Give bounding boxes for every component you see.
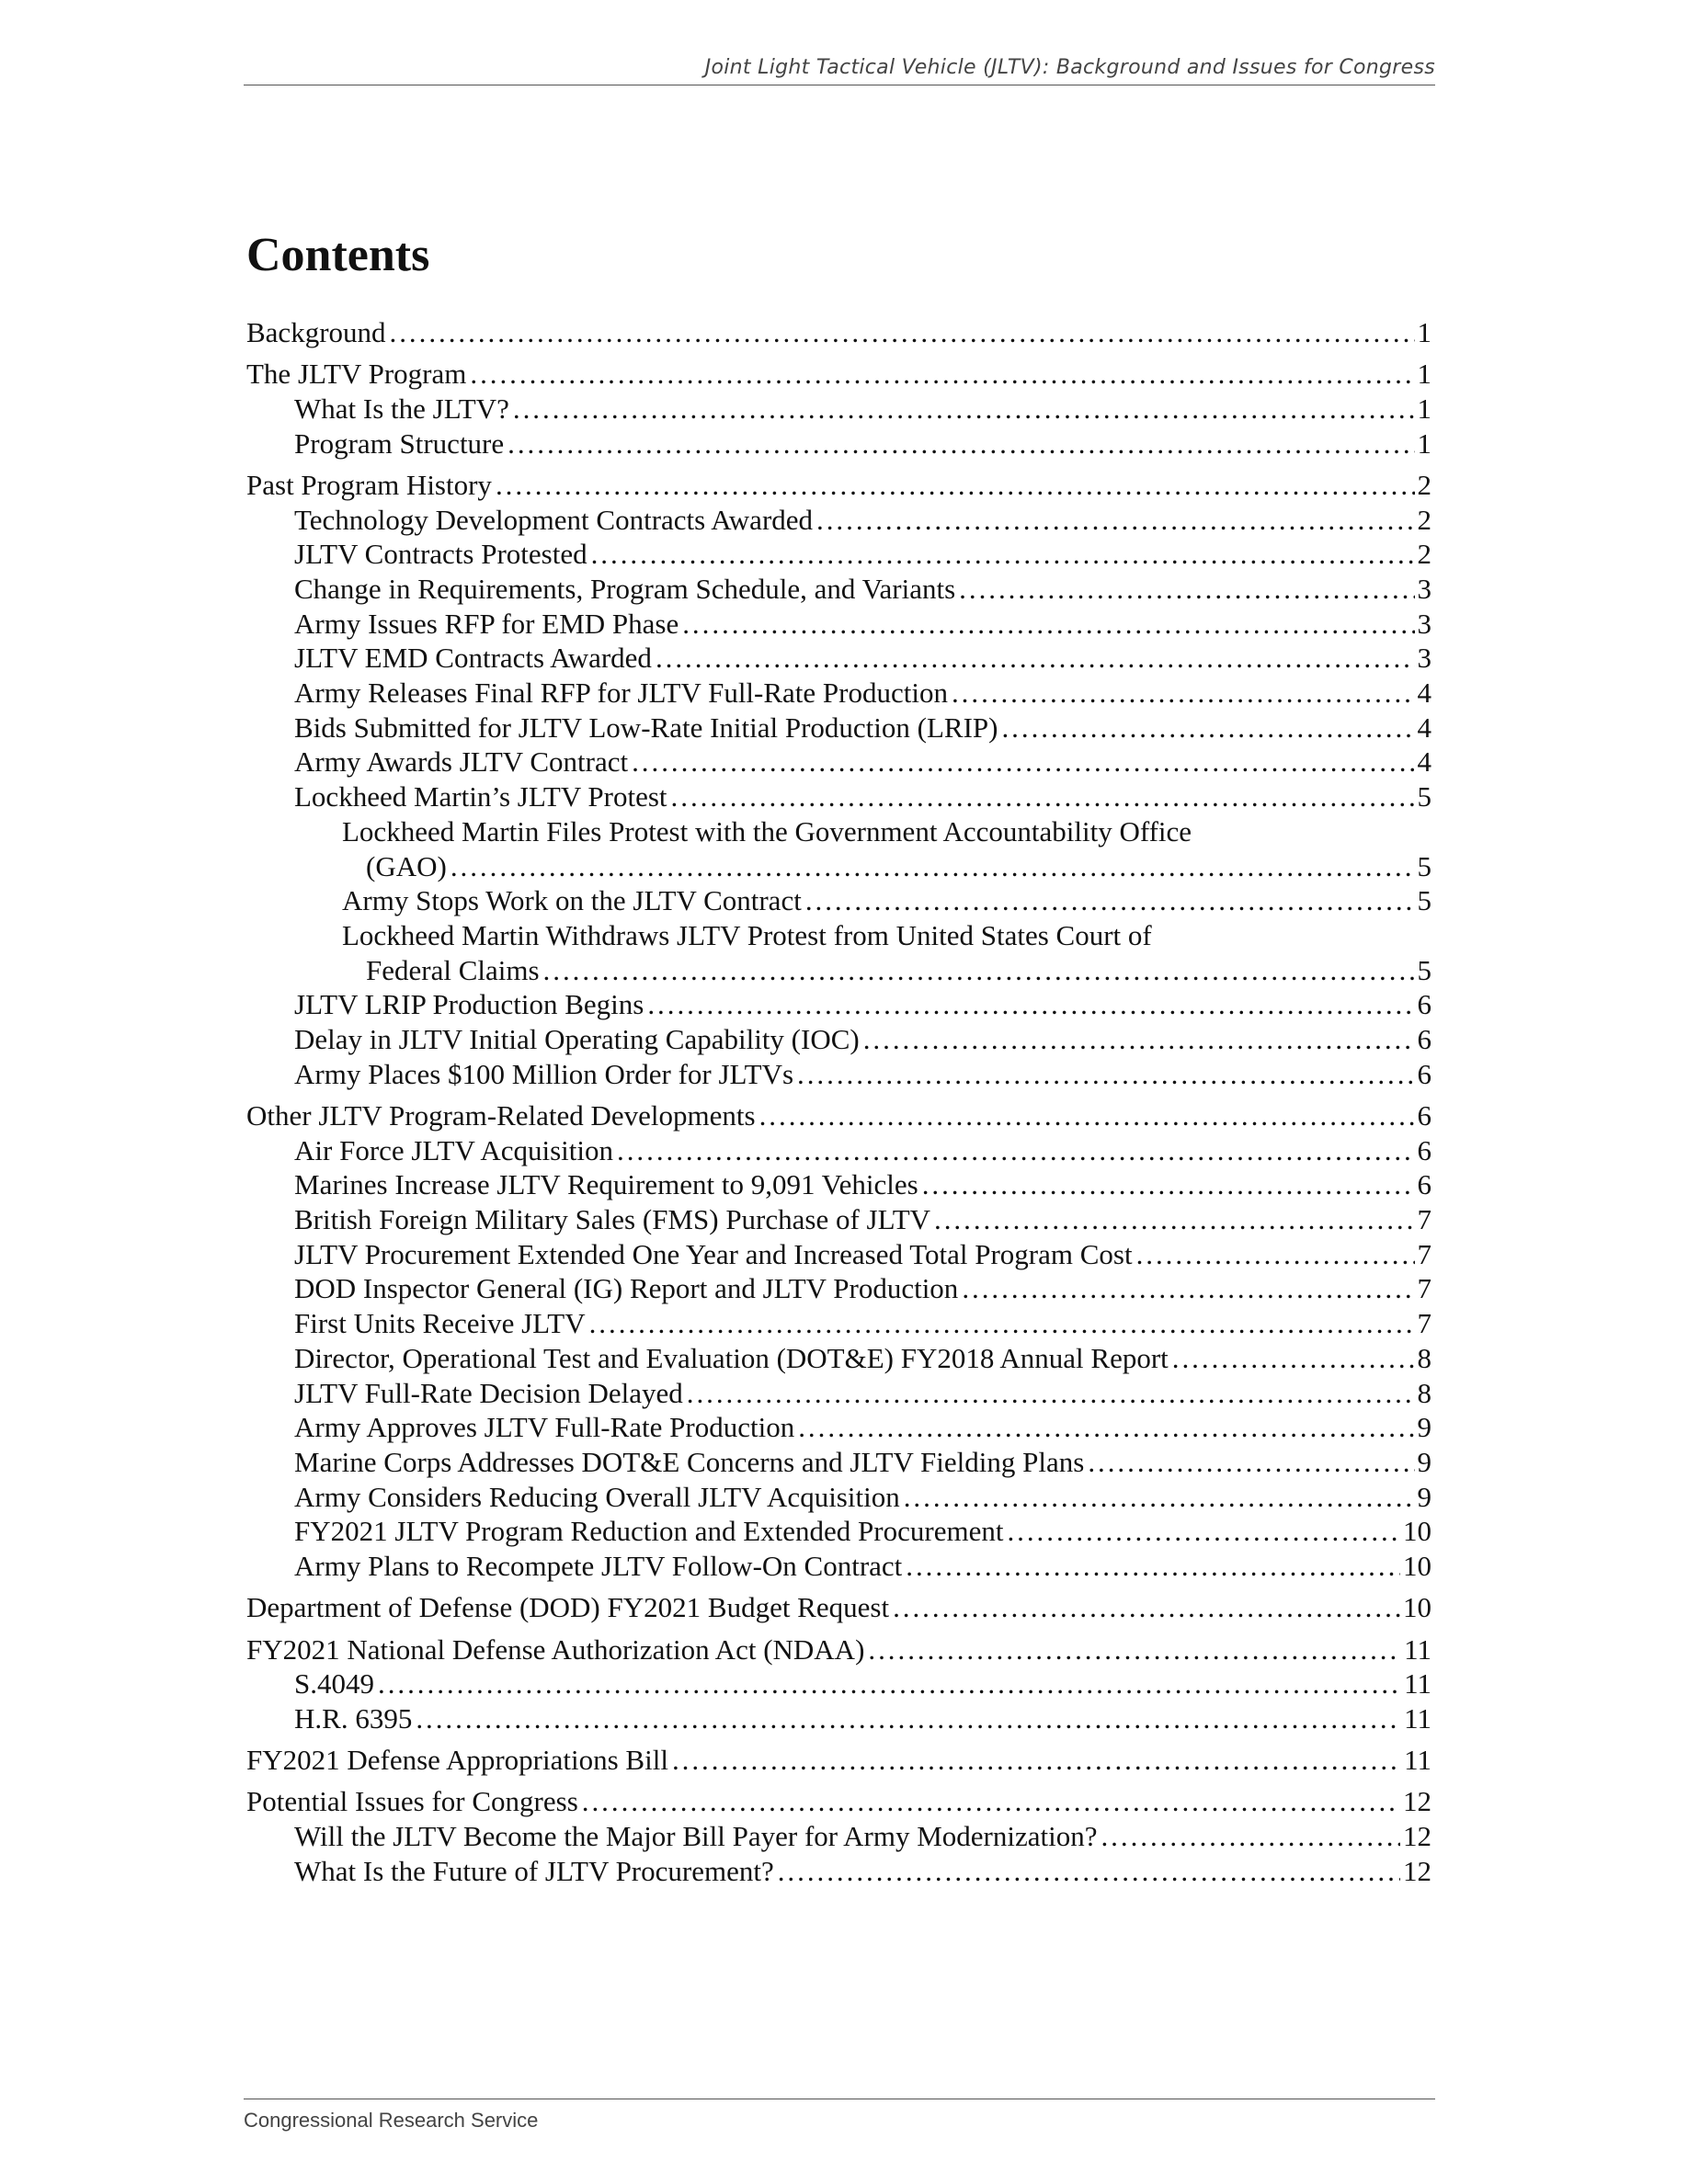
toc-entry[interactable]	[246, 1133, 1431, 1168]
toc-entry[interactable]	[246, 1237, 1431, 1272]
toc-page-number: 9	[1417, 1411, 1431, 1444]
toc-entry-title: FY2021 JLTV Program Reduction and Extended Procurement	[294, 1515, 1004, 1548]
toc-entry[interactable]	[246, 1701, 1431, 1736]
toc-page-number: 6	[1417, 1168, 1431, 1201]
toc-entry-title: Bids Submitted for JLTV Low-Rate Initial Production (LRIP)	[294, 711, 998, 744]
toc-entry[interactable]	[246, 1376, 1431, 1411]
toc-entry-title: Director, Operational Test and Evaluation (DOT&E) FY2018 Annual Report	[294, 1341, 1169, 1374]
toc-entry-title: What Is the JLTV?	[294, 392, 509, 425]
toc-entry-title: FY2021 National Defense Authorization Act (NDAA)	[246, 1632, 865, 1666]
page-title: Contents	[246, 229, 430, 281]
toc-page-number: 1	[1417, 358, 1431, 391]
toc-page-number: 7	[1417, 1203, 1431, 1236]
toc-page-number: 5	[1417, 849, 1431, 882]
toc-entry[interactable]	[246, 883, 1431, 918]
toc-page-number: 8	[1417, 1341, 1431, 1374]
toc-page-number: 12	[1403, 1785, 1431, 1818]
toc-entry-title: Delay in JLTV Initial Operating Capability (IOC)	[294, 1023, 860, 1056]
toc-entry[interactable]	[246, 1271, 1431, 1306]
toc-entry-title: Army Stops Work on the JLTV Contract	[342, 884, 802, 917]
dot-leader	[656, 641, 1415, 676]
toc-entry[interactable]	[246, 1514, 1431, 1549]
dot-leader	[582, 1784, 1400, 1819]
toc-entry[interactable]	[246, 1480, 1431, 1515]
dot-leader	[591, 537, 1415, 572]
toc-page-number: 12	[1403, 1820, 1431, 1853]
toc-entry[interactable]	[246, 814, 1431, 883]
toc-entry-title: Marines Increase JLTV Requirement to 9,091 Vehicles	[294, 1168, 918, 1201]
toc-page-number: 3	[1417, 607, 1431, 640]
toc-entry[interactable]	[246, 1167, 1431, 1202]
toc-page-number: 11	[1404, 1701, 1431, 1735]
dot-leader	[672, 1743, 1401, 1778]
toc-entry[interactable]	[246, 1306, 1431, 1341]
dot-leader	[496, 468, 1415, 503]
toc-page-number: 1	[1417, 427, 1431, 460]
dot-leader	[390, 315, 1415, 350]
footer-source: Congressional Research Service	[244, 2109, 539, 2132]
toc-page-number: 10	[1403, 1515, 1431, 1548]
toc-entry[interactable]	[246, 607, 1431, 642]
toc-entry[interactable]	[246, 641, 1431, 676]
toc-entry-title: Air Force JLTV Acquisition	[294, 1133, 614, 1166]
toc-page-number: 1	[1417, 392, 1431, 425]
toc-entry[interactable]	[246, 468, 1431, 503]
dot-leader	[863, 1022, 1415, 1057]
toc-entry-title: Program Structure	[294, 427, 505, 460]
toc-entry-title: Army Plans to Recompete JLTV Follow-On Contract	[294, 1550, 903, 1583]
toc-entry-title: The JLTV Program	[246, 358, 467, 391]
dot-leader	[470, 357, 1414, 392]
toc-entry-title: British Foreign Military Sales (FMS) Purchase of JLTV	[294, 1203, 931, 1236]
toc-entry-title: Department of Defense (DOD) FY2021 Budget Request	[246, 1591, 890, 1624]
toc-page-number: 4	[1417, 711, 1431, 744]
toc-page-number: 1	[1417, 316, 1431, 348]
toc-entry-title: Army Releases Final RFP for JLTV Full-Rate Production	[294, 677, 948, 710]
toc-entry[interactable]	[246, 1202, 1431, 1237]
toc-page-number: 6	[1417, 988, 1431, 1021]
dot-leader	[1088, 1445, 1414, 1480]
toc-entry-title: DOD Inspector General (IG) Report and JLTV Production	[294, 1272, 959, 1305]
toc-page-number: 7	[1417, 1307, 1431, 1340]
dot-leader	[647, 987, 1414, 1022]
dot-leader	[959, 572, 1414, 607]
toc-entry[interactable]	[246, 503, 1431, 538]
toc-entry[interactable]	[246, 315, 1431, 350]
toc-entry[interactable]	[246, 392, 1431, 427]
toc-entry-title: Lockheed Martin Withdraws JLTV Protest from United States Court of	[342, 918, 1152, 951]
toc-page-number: 4	[1417, 745, 1431, 779]
toc-entry[interactable]	[246, 779, 1431, 814]
dot-leader	[797, 1057, 1414, 1092]
dot-leader	[513, 392, 1415, 427]
toc-page-number: 10	[1403, 1591, 1431, 1624]
toc-entry[interactable]	[246, 1666, 1431, 1701]
toc-entry-title: Army Approves JLTV Full-Rate Production	[294, 1411, 795, 1444]
dot-leader	[378, 1666, 1401, 1701]
toc-page-number: 6	[1417, 1133, 1431, 1166]
toc-page-number: 6	[1417, 1023, 1431, 1056]
toc-entry-title: What Is the Future of JLTV Procurement?	[294, 1854, 774, 1887]
toc-entry[interactable]	[246, 1341, 1431, 1376]
toc-entry[interactable]	[246, 1022, 1431, 1057]
toc-entry-title: JLTV Full-Rate Decision Delayed	[294, 1376, 683, 1409]
toc-page-number: 6	[1417, 1057, 1431, 1090]
toc-entry[interactable]	[246, 1549, 1431, 1584]
toc-page-number: 2	[1417, 503, 1431, 536]
toc-entry[interactable]	[246, 1057, 1431, 1092]
dot-leader	[451, 849, 1415, 884]
dot-leader	[962, 1271, 1414, 1306]
toc-page-number: 9	[1417, 1446, 1431, 1478]
toc-page-number: 6	[1417, 1098, 1431, 1132]
toc-entry-title: Lockheed Martin Files Protest with the Government Accountability Office	[342, 814, 1192, 847]
toc-entry-title: H.R. 6395	[294, 1701, 413, 1735]
toc-entry[interactable]	[246, 427, 1431, 461]
toc-page-number: 2	[1417, 538, 1431, 571]
toc-entry[interactable]	[246, 676, 1431, 711]
toc-page-number: 7	[1417, 1237, 1431, 1270]
toc-entry-title: FY2021 Defense Appropriations Bill	[246, 1744, 668, 1777]
dot-leader	[589, 1306, 1415, 1341]
dot-leader	[632, 745, 1414, 779]
dot-leader	[682, 607, 1414, 642]
toc-entry-title: Army Places $100 Million Order for JLTVs	[294, 1057, 794, 1090]
dot-leader	[1101, 1819, 1400, 1854]
toc-page-number: 5	[1417, 780, 1431, 813]
toc-entry[interactable]	[246, 1410, 1431, 1445]
toc-page-number: 10	[1403, 1550, 1431, 1583]
dot-leader	[816, 503, 1414, 538]
toc-entry[interactable]	[246, 987, 1431, 1022]
running-header	[244, 57, 1435, 85]
toc-page-number: 8	[1417, 1376, 1431, 1409]
dot-leader	[1001, 711, 1414, 745]
dot-leader	[906, 1549, 1400, 1584]
toc-entry-title: Change in Requirements, Program Schedule, and Variants	[294, 572, 956, 605]
toc-page-number: 11	[1404, 1667, 1431, 1701]
dot-leader	[868, 1632, 1401, 1667]
toc-entry[interactable]	[246, 1819, 1431, 1854]
toc-entry-title: Will the JLTV Become the Major Bill Payer for Army Modernization?	[294, 1820, 1098, 1853]
dot-leader	[687, 1376, 1415, 1411]
table-of-contents	[246, 315, 1431, 1888]
toc-entry[interactable]	[246, 1743, 1431, 1778]
toc-entry-title: Technology Development Contracts Awarded	[294, 503, 814, 536]
dot-leader	[759, 1098, 1415, 1133]
toc-page-number: 4	[1417, 677, 1431, 710]
dot-leader	[543, 953, 1415, 988]
dot-leader	[805, 883, 1415, 918]
dot-leader	[1007, 1514, 1400, 1549]
toc-entry-title: Marine Corps Addresses DOT&E Concerns and JLTV Fielding Plans	[294, 1446, 1085, 1478]
toc-page-number: 9	[1417, 1480, 1431, 1513]
toc-entry-title: Army Awards JLTV Contract	[294, 745, 629, 779]
dot-leader	[952, 676, 1415, 711]
toc-entry-title: Background	[246, 316, 386, 348]
toc-entry-title: Potential Issues for Congress	[246, 1785, 578, 1818]
toc-entry[interactable]	[246, 537, 1431, 572]
toc-page-number: 5	[1417, 884, 1431, 917]
toc-page-number: 2	[1417, 468, 1431, 501]
toc-page-number: 7	[1417, 1272, 1431, 1305]
toc-entry-title: JLTV EMD Contracts Awarded	[294, 642, 652, 675]
toc-entry[interactable]	[246, 1590, 1431, 1625]
toc-page-number: 11	[1404, 1744, 1431, 1777]
toc-entry[interactable]	[246, 1445, 1431, 1480]
dot-leader	[617, 1133, 1414, 1168]
toc-page-number: 5	[1417, 953, 1431, 986]
toc-entry-title: (GAO)	[366, 849, 447, 882]
toc-entry-title: Other JLTV Program-Related Developments	[246, 1098, 756, 1132]
toc-entry-title: JLTV LRIP Production Begins	[294, 988, 644, 1021]
dot-leader	[934, 1202, 1414, 1237]
dot-leader	[893, 1590, 1400, 1625]
toc-entry[interactable]	[246, 1632, 1431, 1667]
dot-leader	[778, 1854, 1400, 1889]
toc-entry-title: Lockheed Martin’s JLTV Protest	[294, 780, 667, 813]
dot-leader	[1172, 1341, 1415, 1376]
dot-leader	[922, 1167, 1415, 1202]
toc-entry[interactable]	[246, 357, 1431, 392]
toc-entry[interactable]	[246, 711, 1431, 745]
page-footer	[244, 2099, 1435, 2133]
toc-entry-title: Army Considers Reducing Overall JLTV Acquisition	[294, 1480, 900, 1513]
toc-entry[interactable]	[246, 1784, 1431, 1819]
dot-leader	[508, 427, 1414, 461]
toc-entry-title: JLTV Contracts Protested	[294, 538, 587, 571]
toc-entry[interactable]	[246, 918, 1431, 987]
toc-entry-title: JLTV Procurement Extended One Year and Increased Total Program Cost	[294, 1237, 1133, 1270]
toc-page-number: 3	[1417, 572, 1431, 605]
running-header-title: Joint Light Tactical Vehicle (JLTV): Background and Issues for Congress	[704, 56, 1435, 79]
toc-entry-title: Army Issues RFP for EMD Phase	[294, 607, 679, 640]
toc-entry[interactable]	[246, 1854, 1431, 1889]
dot-leader	[1136, 1237, 1415, 1272]
dot-leader	[798, 1410, 1414, 1445]
toc-entry[interactable]	[246, 745, 1431, 779]
dot-leader	[416, 1701, 1401, 1736]
toc-entry-title: S.4049	[294, 1667, 374, 1701]
toc-page-number: 3	[1417, 642, 1431, 675]
toc-entry[interactable]	[246, 1098, 1431, 1133]
dot-leader	[671, 779, 1415, 814]
toc-page-number: 11	[1404, 1632, 1431, 1666]
toc-entry-title: Past Program History	[246, 468, 492, 501]
dot-leader	[904, 1480, 1415, 1515]
toc-page-number: 12	[1403, 1854, 1431, 1887]
toc-entry[interactable]	[246, 572, 1431, 607]
toc-entry-title: First Units Receive JLTV	[294, 1307, 586, 1340]
toc-entry-title: Federal Claims	[366, 953, 540, 986]
